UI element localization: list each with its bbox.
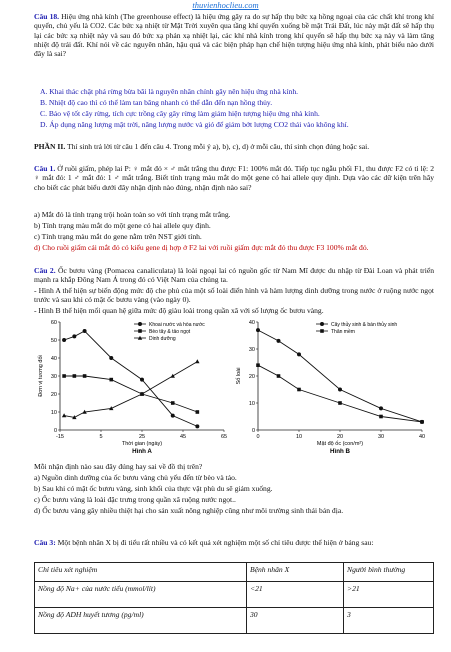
q2-statement-b: b) Sau khi có mặt ốc bươu vàng, sinh khối của thực vật phù du sẽ giảm xuống. xyxy=(34,484,273,493)
question-18 xyxy=(34,12,434,58)
data-point xyxy=(256,363,260,367)
data-point xyxy=(83,374,87,378)
figure-caption: Hình A xyxy=(132,448,152,455)
legend-label: Cây thủy sinh & bán thủy sinh xyxy=(331,322,398,328)
y-tick-label: 10 xyxy=(248,401,255,407)
data-point xyxy=(62,374,66,378)
data-point xyxy=(195,424,199,428)
data-point xyxy=(277,339,281,343)
data-point xyxy=(277,374,281,378)
question-1 xyxy=(34,164,434,192)
part-2-heading xyxy=(34,142,434,151)
data-point xyxy=(138,329,142,333)
y-axis-label: Số loài xyxy=(236,367,242,385)
q2-statement-c: c) Ốc bươu vàng là loài đặc trưng trong quần xã ruộng nước ngọt.. xyxy=(34,495,236,504)
data-point xyxy=(171,414,175,418)
data-point xyxy=(171,401,175,405)
x-tick-label: 25 xyxy=(138,434,146,440)
data-point xyxy=(320,329,324,333)
y-tick-label: 30 xyxy=(50,374,57,380)
data-point xyxy=(320,322,324,326)
q2-description-b: - Hình B thể hiện mối quan hệ giữa mức độ giàu loài trong quần xã với số lượng ốc bươu vàng. xyxy=(34,306,324,315)
data-point xyxy=(297,388,301,392)
x-tick-label: 45 xyxy=(179,434,187,440)
table-row xyxy=(35,608,434,634)
table-header: Người bình thường xyxy=(344,563,434,582)
table-row xyxy=(35,582,434,608)
question-2-stem: Ốc bươu vàng (Pomacea canaliculata) là loài ngoại lai có nguồn gốc từ Nam Mĩ được du nhập từ Đài Loan và phát triển mạnh ra khắp Đông Nam Á trong đó có Việt Nam của chúng ta. xyxy=(34,266,434,285)
option-c: C. Bảo vệ tốt cây rừng, tích cực trồng cây gây rừng làm giảm hiện tượng hiệu ứng nhà kính. xyxy=(40,109,320,118)
y-tick-label: 50 xyxy=(50,338,57,344)
x-axis-label: Mật độ ốc (con/m²) xyxy=(316,441,364,447)
y-tick-label: 20 xyxy=(50,392,57,398)
q1-statement-c: c) Tính trạng màu mắt do gene nằm trên NST giới tính. xyxy=(34,232,202,241)
question-3-title: Câu 3: xyxy=(34,538,56,547)
table-header: Bệnh nhân X xyxy=(247,563,344,582)
y-tick-label: 40 xyxy=(248,320,255,326)
table-cell: 3 xyxy=(344,608,434,634)
y-tick-label: 30 xyxy=(248,347,255,353)
data-point xyxy=(338,388,342,392)
x-tick-label: 0 xyxy=(256,434,260,440)
q1-statement-a: a) Mắt đỏ là tính trạng trội hoàn toàn so với tính trạng mắt trắng. xyxy=(34,210,231,219)
table-cell: 30 xyxy=(247,608,344,634)
x-tick-label: 5 xyxy=(99,434,103,440)
data-point xyxy=(109,356,113,360)
data-point xyxy=(62,338,66,342)
y-tick-label: 40 xyxy=(50,356,57,362)
table-cell: >21 xyxy=(344,582,434,608)
table-header: Chỉ tiêu xét nghiệm xyxy=(35,563,247,582)
part-2-instruction: Thí sinh trả lời từ câu 1 đến câu 4. Trong mỗi ý a), b), c), d) ở mỗi câu, thí sinh chọn đúng hoặc sai. xyxy=(67,142,370,151)
chart-b xyxy=(234,318,434,460)
x-tick-label: 20 xyxy=(336,434,344,440)
data-point xyxy=(140,378,144,382)
x-tick-label: -15 xyxy=(56,434,64,440)
data-point xyxy=(171,374,175,378)
q2-statement-a: a) Nguồn dinh dưỡng của ốc bươu vàng chủ yếu đến từ bèo và tảo. xyxy=(34,473,237,482)
data-point xyxy=(196,410,200,414)
y-tick-label: 0 xyxy=(251,428,255,434)
data-point xyxy=(138,322,142,326)
question-18-title: Câu 18. xyxy=(34,12,60,21)
series-line xyxy=(64,376,197,412)
chart-a xyxy=(34,318,234,460)
q1-statement-b: b) Tính trạng màu mắt do một gene có hai allele quy định. xyxy=(34,221,211,230)
data-point xyxy=(420,420,424,424)
question-3-stem: Một bệnh nhân X bị đi tiểu rất nhiều và có kết quả xét nghiệm một số chỉ tiêu được thể hiện ở bảng sau: xyxy=(57,538,374,547)
table-cell: <21 xyxy=(247,582,344,608)
legend-label: Khoai nước và hòa nước xyxy=(149,322,205,328)
legend-label: Thân mềm xyxy=(331,329,355,335)
data-point xyxy=(109,378,113,382)
q2-statement-d: d) Ốc bươu vàng gây nhiều thiệt hại cho sản xuất nông nghiệp cũng như môi trường sinh thái bản địa. xyxy=(34,506,344,515)
question-1-stem: Ở ruồi giấm, phép lai P: ♀ mắt đỏ × ♂ mắt trắng thu được F1: 100% mắt đỏ. Tiếp tục ngẫu phối F1, thu được F2 có tỉ lệ: 2 ♀ mắt đỏ: 1 ♂ mắt đỏ: 1 ♂ mắt trắng. Biết tính trạng màu mắt do một gene có hai allele quy định. Dựa vào các dữ kiện trên hãy cho biết các phát biểu dưới đây nhận định nào đúng, nhận định nào sai? xyxy=(34,164,434,192)
q1-statement-d: d) Cho ruồi giấm cái mắt đỏ có kiểu gene dị hợp ở F2 lai với ruồi giấm đực mắt đỏ thu được F3 100% mắt đỏ. xyxy=(34,243,369,252)
data-point xyxy=(297,352,301,356)
y-tick-label: 0 xyxy=(53,428,57,434)
question-2 xyxy=(34,266,434,285)
data-point xyxy=(379,406,383,410)
figure-caption: Hình B xyxy=(330,448,350,455)
x-tick-label: 10 xyxy=(295,434,303,440)
option-b: B. Nhiệt độ cao thì có thể làm tan băng nhanh có thể dẫn đến nạn hồng thủy. xyxy=(40,98,273,107)
option-a: A. Khai thác chặt phá rừng bừa bãi là nguyên nhân chính gây nên hiệu ứng nhà kính. xyxy=(40,87,299,96)
x-tick-label: 40 xyxy=(418,434,426,440)
data-point xyxy=(379,415,383,419)
part-2-label: PHẦN II. xyxy=(34,142,66,151)
figure-area xyxy=(34,318,434,460)
y-tick-label: 10 xyxy=(50,410,57,416)
x-axis-label: Thời gian (ngày) xyxy=(121,441,163,447)
x-tick-label: 65 xyxy=(220,434,228,440)
data-point xyxy=(62,413,66,417)
question-3 xyxy=(34,538,434,547)
question-1-title: Câu 1. xyxy=(34,164,56,173)
table-cell: Nồng độ ADH huyết tương (pg/ml) xyxy=(35,608,247,634)
legend-label: Dinh dưỡng xyxy=(149,336,176,342)
question-2-title: Câu 2. xyxy=(34,266,56,275)
data-point xyxy=(73,374,77,378)
y-tick-label: 60 xyxy=(50,320,57,326)
legend-label: Bèo tây & tảo ngọt xyxy=(149,329,191,335)
option-d: D. Áp dụng năng lượng mặt trời, năng lượng nước và gió để giảm bớt lượng CO2 thải vào không khí. xyxy=(40,120,349,129)
series-line xyxy=(64,362,197,418)
table-cell: Nồng độ Na+ của nước tiểu (mmol/lít) xyxy=(35,582,247,608)
data-point xyxy=(338,401,342,405)
data-point xyxy=(256,328,260,332)
q2-description-a: - Hình A thể hiện sự biến động mức độ che phủ của một số loài điển hình và hàm lượng dinh dưỡng trong nước ở ruộng nước ngọt trước và sau khi có mặt ốc bươu vàng (vào ngày 0). xyxy=(34,286,434,305)
data-point xyxy=(83,329,87,333)
question-18-stem: Hiệu ứng nhà kính (The greenhouse effect) là hiệu ứng gây ra do sự hấp thụ bức xạ hồng ngoại của các chất khí trong khí quyển, chủ yếu là CO2. Các bức xạ nhiệt từ Mặt Trời xuyên qua tầng khí quyển xuống bề mặt Trái Đất, lúc này mặt đất sẽ hấp thụ lại các bức xạ nhiệt này và sau đó bức xạ phản xạ nhiệt lại, các khí nhà kính trong khí quyển sẽ hấp thụ bức xạ này và làm tăng nhiệt độ trái đất. Khí nói về các nguyên nhân, hậu quả và các biện pháp hạn chế hiện tượng hiệu ứng nhà kính, phát biểu nào dưới đây là sai? xyxy=(34,12,434,59)
data-point xyxy=(195,359,199,363)
q2-question: Mỗi nhận định nào sau đây đúng hay sai về đồ thị trên? xyxy=(34,462,203,471)
watermark: thuvienhoclieu.com xyxy=(192,0,259,10)
table-header-row xyxy=(35,563,434,582)
data-point xyxy=(72,334,76,338)
y-tick-label: 20 xyxy=(248,374,255,380)
y-axis-label: Đơn vị tương đối xyxy=(38,355,44,397)
lab-results-table xyxy=(34,562,434,634)
x-tick-label: 30 xyxy=(377,434,385,440)
series-line xyxy=(258,330,422,422)
